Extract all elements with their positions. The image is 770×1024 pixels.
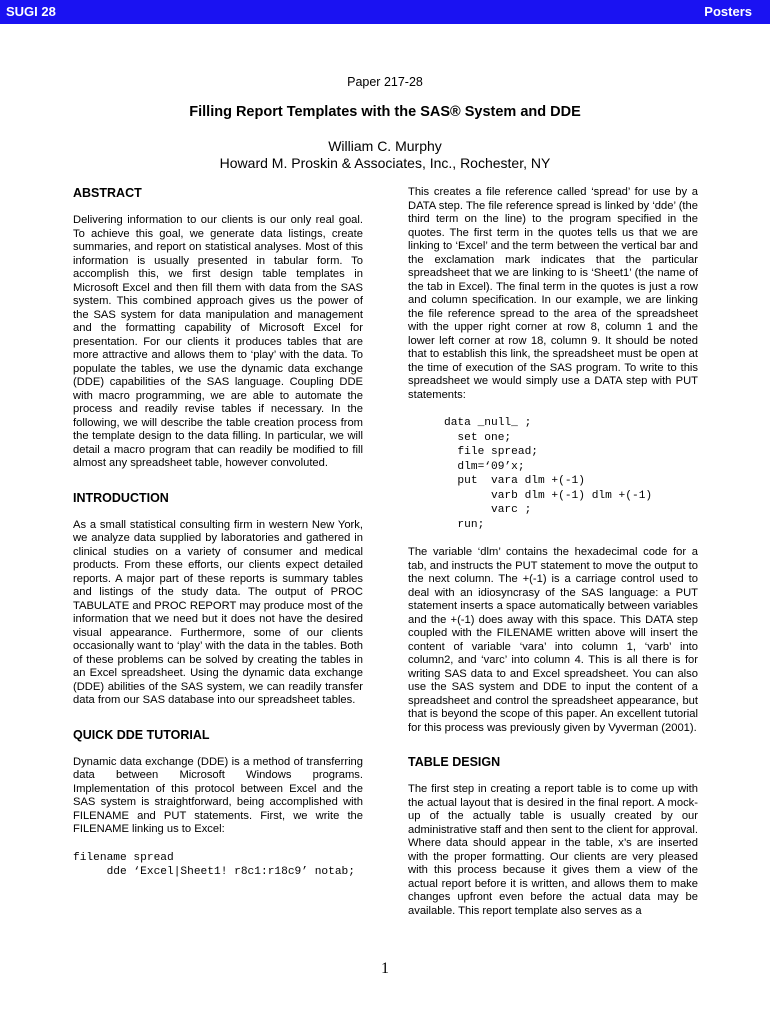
data-step-code-block: data _null_ ; set one; file spread; dlm=‘09’x; put vara dlm +(-1) varb dlm +(-1) dlm +(-1) varc ; run; (444, 417, 653, 531)
abstract-heading: ABSTRACT (73, 186, 142, 200)
paper-number: Paper 217-28 (347, 75, 423, 89)
author-name: William C. Murphy (328, 138, 442, 154)
table-design-text: The first step in creating a report table is to come up with the actual layout that is desired in the final report. A mock-up of the actually table is usually created by our administrative staff and then sent to the client for approval. Where data should appear in the table, x’s are inserted with the proper formatting. Our clients are very pleased with this process because it gives them a view of the actual report before it is written, and allows them to make changes upfront even before the actual data may be available. This report template also serves as a (408, 783, 698, 917)
banner-conference-label: SUGI 28 (6, 4, 56, 19)
filename-code-block: filename spread dde ‘Excel|Sheet1! r8c1:r18c9’ notab; (73, 851, 355, 878)
table-design-heading: TABLE DESIGN (408, 755, 501, 769)
introduction-text: As a small statistical consulting firm in western New York, we analyze data supplied by laboratories and gathered in clinical studies on a variety of consumer and medical products. From these efforts, our clients expect detailed reports. A major part of these reports is summary tables and listings of the study data. The output of PROC TABULATE and PROC REPORT may produce most of the information that we need but it does not have the desired visual appearance. Furthermore, some of our clients occasionally want to ‘play’ with the data in the tables. Both of these problems can be solved by creating the tables in an Excel spreadsheet. Using the dynamic data exchange (DDE) abilities of the SAS system, we can readily transfer data from our SAS database into our spreadsheet tables. (73, 518, 363, 706)
banner-section-label: Posters (704, 4, 752, 19)
conference-banner (0, 0, 770, 24)
page-number: 1 (381, 960, 389, 977)
dde-tutorial-text: Dynamic data exchange (DDE) is a method of transferring data between Microsoft Windows programs. Implementation of this protocol between Excel and the SAS system is straightforward, being accomplished with FILENAME and PUT statements. First, we write the FILENAME linking us to Excel: (73, 755, 363, 835)
right-column (408, 186, 698, 918)
paper-title: Filling Report Templates with the SAS® System and DDE (189, 104, 581, 120)
put-statement-explanation-text: The variable ‘dlm’ contains the hexadecimal code for a tab, and instructs the PUT statement to move the output to the next column. The +(-1) is a carriage control used to deal with an idiosyncrasy of the SAS language: a PUT statement inserts a space automatically between variables and the +(-1) does away with this space. This DATA step coupled with the FILENAME written above will insert the content of variable ‘vara’ into column 1, ‘varb’ into column2, and ‘varc’ into column 4. This is all there is for writing SAS data to and Excel spreadsheet. You can also use the SAS system and DDE to input the content of a spreadsheet and control the spreadsheet appearance, but that is beyond the scope of this paper. An excellent tutorial for this process was previously given by Vyverman (2001). (408, 546, 698, 734)
dde-tutorial-heading: QUICK DDE TUTORIAL (73, 727, 210, 742)
author-affiliation: Howard M. Proskin & Associates, Inc., Rochester, NY (219, 155, 551, 171)
abstract-text: Delivering information to our clients is our only real goal. To achieve this goal, we generate data listings, create summaries, and report on statistical analyses. Most of this information is usually presented in tabular form. To accomplish this, we first design table templates in Microsoft Excel and then fill them with data from the SAS system. This combined approach gives us the power of the SAS system for data manipulation and management and the formatting capability of Microsoft Excel for presentation. For our clients it produces tables that are more attractive and allows them to ‘play’ with the data. To populate the tables, we use the dynamic data exchange (DDE) capabilities of the SAS language. Coupling DDE with macro programming, we are able to automate the process and readily revise tables if necessary. In the following, we will describe the table creation process from the template design to the data filling. In particular, we will detail a macro program that can readily be modified to fill almost any spreadsheet table, however convoluted. (73, 214, 363, 469)
introduction-heading: INTRODUCTION (73, 490, 169, 505)
left-column (73, 186, 363, 880)
filename-explanation-text: This creates a file reference called ‘spread’ for use by a DATA step. The file reference spread is linked by ‘dde’ (the third term on the line) to the program specified in the quotes. The first term in the quotes tells us that we are linking to ‘Excel’ and the term between the vertical bar and the exclamation mark indicates that the particular spreadsheet that we are linking to is ‘Sheet1’ (the name of the tab in Excel). The final term in the quotes is just a row and column specification. In our example, we are linking the file reference spread to the area of the spreadsheet with the upper right corner at row 8, column 1 and the lower left corner at row 18, column 9. It should be noted that to establish this link, the spreadsheet must be open at the time of execution of the SAS program. To write to this spreadsheet we would simply use a DATA step with PUT statements: (408, 186, 698, 401)
